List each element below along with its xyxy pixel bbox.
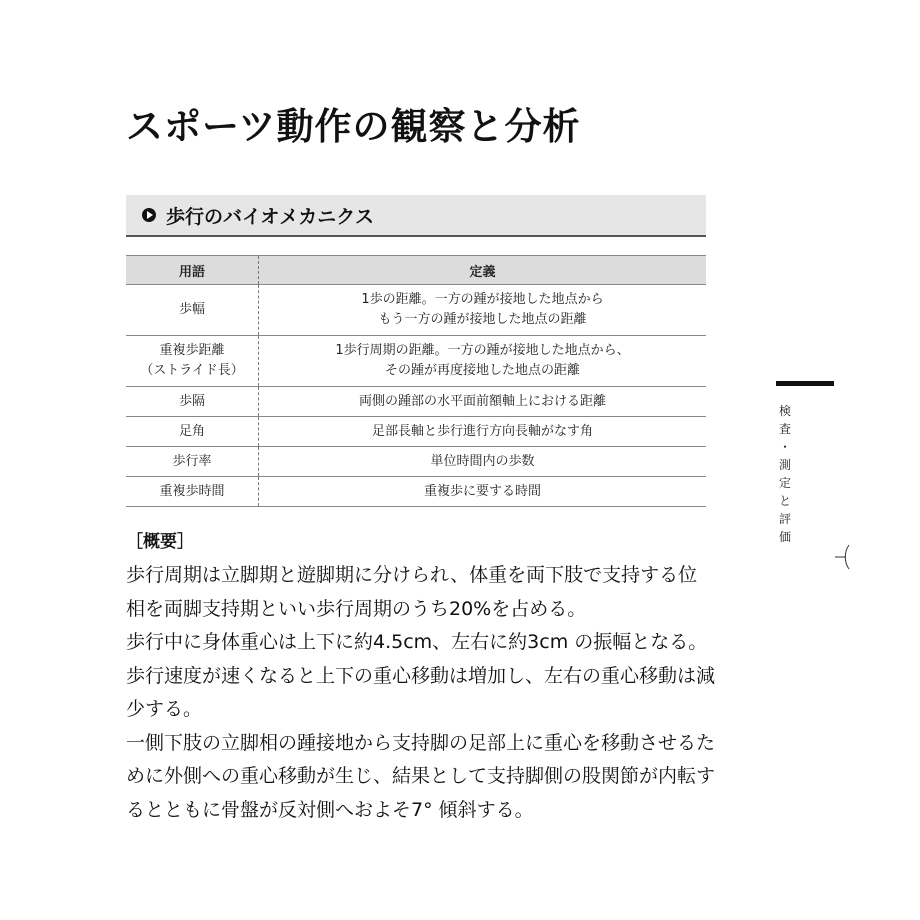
summary-paragraph: 歩行周期は立脚期と遊脚期に分けられ、体重を両下肢で支持する位相を両脚支持期といい歩行周期のうち20%を占める。	[126, 564, 698, 620]
definition-cell	[259, 336, 707, 387]
term-text: 重複歩距離	[159, 343, 225, 358]
definition-text: その踵が再度接地した地点の距離	[384, 363, 580, 378]
summary-body	[126, 559, 716, 827]
side-tab-rule	[776, 381, 834, 386]
table-row	[126, 477, 706, 507]
definition-cell	[259, 477, 707, 507]
definition-text: 重複歩に要する時間	[423, 483, 541, 499]
term-cell	[126, 477, 259, 507]
definition-text: 1歩の距離。一方の踵が接地した地点から	[361, 292, 604, 307]
chapter-side-tab	[772, 402, 798, 546]
summary-paragraph: 歩行中に身体重心は上下に約4.5cm、左右に約3cm の振幅となる。歩行速度が速くなると上下の重心移動は増加し、左右の重心移動は減少する。	[126, 631, 716, 720]
definition-cell	[259, 387, 707, 417]
term-cell	[126, 417, 259, 447]
definition-text: 両側の踵部の水平面前額軸上における距離	[358, 393, 606, 409]
definition-text: 1歩行周期の距離。一方の踵が接地した地点から、	[335, 343, 630, 358]
definition-text: 足部長軸と歩行進行方向長軸がなす角	[371, 423, 593, 439]
side-tab-char: ・	[778, 440, 791, 454]
summary-heading: ［概要］	[126, 532, 194, 552]
section-header	[126, 195, 706, 237]
table-header-row	[126, 256, 706, 285]
term-definition-table	[126, 255, 706, 507]
side-tab-char: 査	[778, 422, 791, 436]
term-text: （ストライド長）	[140, 363, 244, 378]
term-text: 歩行率	[172, 453, 212, 469]
term-text: 重複歩時間	[159, 483, 225, 499]
term-text: 足角	[178, 423, 205, 439]
definition-text: もう一方の踵が接地した地点の距離	[378, 312, 587, 327]
table-row	[126, 285, 706, 336]
header-term: 用語	[126, 256, 259, 285]
summary-paragraph: 一側下肢の立脚相の踵接地から支持脚の足部上に重心を移動させるために外側への重心移動が生じ、結果として支持脚側の股関節が内転するとともに骨盤が反対側へおよそ7° 傾斜する。	[126, 731, 716, 821]
page-crop-mark-icon	[835, 543, 855, 571]
table-row	[126, 336, 706, 387]
side-tab-char: 測	[778, 458, 791, 472]
side-tab-char: 検	[778, 404, 791, 418]
side-tab-char: 評	[778, 512, 791, 526]
term-cell	[126, 336, 259, 387]
definition-cell	[259, 285, 707, 336]
page-title: スポーツ動作の観察と分析	[126, 105, 581, 148]
side-tab-char: 価	[778, 530, 791, 544]
term-text: 歩幅	[178, 302, 205, 317]
section-title: 歩行のバイオメカニクス	[166, 205, 375, 228]
definition-cell	[259, 417, 707, 447]
definition-cell	[259, 447, 707, 477]
term-cell	[126, 285, 259, 336]
side-tab-char: 定	[778, 476, 791, 490]
definition-text: 単位時間内の歩数	[430, 453, 535, 469]
table-row	[126, 417, 706, 447]
term-cell	[126, 447, 259, 477]
table-row	[126, 387, 706, 417]
side-tab-char: と	[778, 494, 791, 508]
term-cell	[126, 387, 259, 417]
table-row	[126, 447, 706, 477]
play-circle-icon	[142, 208, 156, 222]
header-definition: 定義	[259, 256, 707, 285]
term-text: 歩隔	[178, 393, 205, 409]
